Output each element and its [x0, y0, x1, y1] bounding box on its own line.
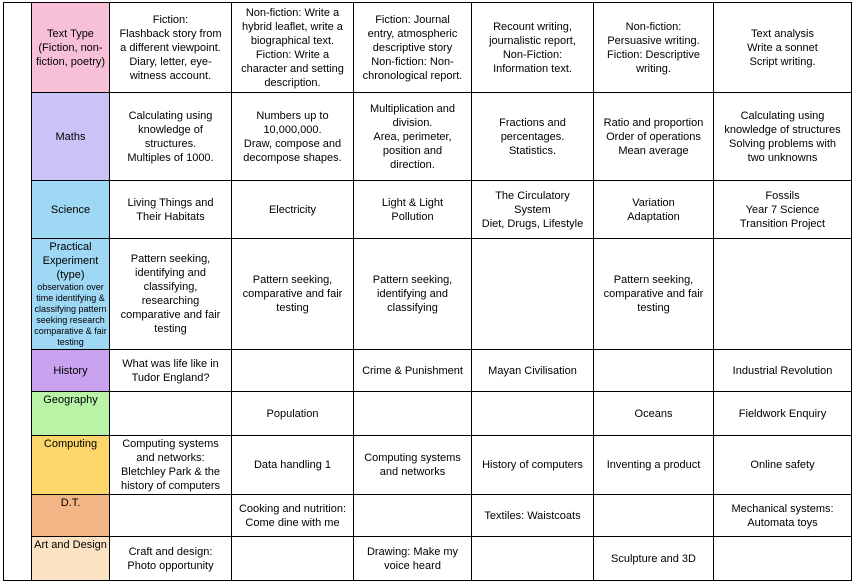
- cell-line: Non-fiction: Non-: [371, 55, 454, 68]
- cell: [354, 436, 472, 495]
- empty-cell: [354, 495, 472, 537]
- cell-line: Flashback story from: [119, 27, 222, 40]
- cell-line: Crime & Punishment: [362, 364, 463, 377]
- cell: [472, 93, 594, 181]
- subject-text-type-title: Text Type: [47, 27, 94, 40]
- cell: [472, 436, 594, 495]
- cell-line: Electricity: [268, 203, 317, 216]
- cell: [472, 181, 594, 239]
- cell: [594, 537, 714, 581]
- cell-line: comparative and fair: [242, 288, 343, 300]
- cell: [232, 495, 354, 537]
- curriculum-table: [3, 2, 852, 581]
- cell-line: comparative and fair: [120, 309, 221, 321]
- cell-line: Area, perimeter,: [373, 130, 452, 143]
- cell-line: Text analysis: [751, 27, 814, 40]
- cell-line: percentages.: [500, 130, 565, 143]
- subject-text-type: [32, 3, 110, 93]
- cell-line: Write a sonnet: [747, 41, 818, 54]
- empty-cell: [594, 495, 714, 537]
- cell-line: Transition Project: [739, 217, 826, 230]
- subject-practical-types: observation over time identifying & classifying pattern seeking research comparative & fair testing: [34, 282, 107, 347]
- cell-line: Non-fiction: Write a: [245, 6, 340, 19]
- cell-line: journalistic report,: [489, 34, 576, 47]
- cell-line: Online safety: [750, 459, 815, 471]
- cell-line: structures.: [144, 137, 197, 150]
- cell-line: Fractions and: [499, 116, 566, 129]
- cell-line: Fiction:: [152, 13, 189, 26]
- cell-line: Solving problems with: [729, 137, 836, 150]
- cell-line: writing.: [636, 62, 671, 75]
- cell-line: division.: [392, 116, 433, 129]
- cell-line: Fossils: [765, 189, 800, 202]
- cell-line: classifying,: [143, 281, 198, 293]
- cell-line: Calculating using: [128, 109, 213, 122]
- cell: [354, 93, 472, 181]
- empty-cell: [472, 537, 594, 581]
- cell-line: Persuasive writing.: [607, 34, 700, 47]
- subject-text-type-note: (Fiction, non-fiction, poetry): [35, 41, 106, 68]
- cell-line: Pattern seeking,: [130, 253, 211, 265]
- cell-line: Data handling 1: [253, 459, 332, 471]
- cell: [232, 436, 354, 495]
- cell: [354, 350, 472, 392]
- empty-cell: [472, 392, 594, 436]
- cell-line: Industrial Revolution: [732, 364, 833, 377]
- cell-line: hybrid leaflet, write a: [242, 20, 343, 33]
- cell-line: and networks: [379, 466, 446, 478]
- cell-line: Fieldwork Enquiry: [738, 407, 827, 420]
- row-science: [4, 181, 852, 239]
- row-history: [4, 350, 852, 392]
- cell-line: decompose shapes.: [243, 151, 342, 164]
- cell-line: Mayan Civilisation: [488, 364, 577, 377]
- cell: [714, 181, 852, 239]
- cell-line: Craft and design:: [128, 545, 213, 558]
- cell-line: biographical text.: [250, 34, 335, 47]
- cell-line: Pattern seeking,: [372, 274, 453, 286]
- cell-line: Fiction: Journal: [375, 13, 450, 26]
- cell-line: knowledge of structures: [724, 123, 841, 136]
- cell-line: Drawing: Make my: [366, 545, 459, 558]
- cell-line: Mean average: [618, 144, 689, 157]
- cell: [110, 350, 232, 392]
- cell-line: Light & Light: [381, 196, 444, 209]
- cell-line: chronological report.: [362, 69, 463, 82]
- cell-line: identifying and: [135, 267, 206, 279]
- row-computing: [4, 436, 852, 495]
- empty-cell: [714, 239, 852, 350]
- cell-line: Pollution: [391, 210, 434, 223]
- cell-line: identifying and: [377, 288, 448, 300]
- cell-line: Tudor England?: [131, 371, 210, 384]
- cell: [354, 537, 472, 581]
- cell-line: Fiction: Write a: [255, 48, 330, 61]
- cell-line: Variation: [632, 196, 675, 209]
- cell: [354, 181, 472, 239]
- cell-line: Textiles: Waistcoats: [484, 509, 581, 522]
- subject-practical-title: Practical Experiment (type): [42, 241, 99, 281]
- cell: [714, 436, 852, 495]
- cell-line: and networks:: [136, 452, 205, 464]
- cell-line: Diary, letter, eye-: [129, 55, 212, 68]
- empty-cell: [594, 350, 714, 392]
- cell-line: System: [514, 203, 551, 216]
- cell: [714, 350, 852, 392]
- cell-line: researching: [141, 295, 200, 307]
- cell-line: testing: [276, 302, 309, 314]
- empty-cell: [110, 495, 232, 537]
- cell-line: description.: [264, 76, 321, 89]
- cell-line: position and: [382, 144, 443, 157]
- cell: [354, 3, 472, 93]
- cell: [232, 93, 354, 181]
- cell-line: Come dine with me: [245, 516, 340, 529]
- cell: [594, 3, 714, 93]
- cell: [594, 392, 714, 436]
- subject-history: History: [32, 350, 110, 392]
- cell-line: history of computers: [120, 480, 221, 492]
- cell-line: Pattern seeking,: [252, 274, 333, 286]
- cell: [594, 239, 714, 350]
- cell-line: Their Habitats: [136, 210, 205, 223]
- cell-line: entry, atmospheric: [367, 27, 458, 40]
- row-dt: [4, 495, 852, 537]
- row-maths: [4, 93, 852, 181]
- cell-line: Calculating using: [740, 109, 825, 122]
- cell: [110, 537, 232, 581]
- cell: [232, 181, 354, 239]
- cell: [472, 3, 594, 93]
- margin-column: [4, 3, 32, 581]
- cell-line: classifying: [387, 302, 438, 314]
- row-text-type: [4, 3, 852, 93]
- cell-line: knowledge of: [138, 123, 203, 136]
- cell: [110, 239, 232, 350]
- cell-line: Non-Fiction:: [502, 48, 563, 61]
- cell-line: Oceans: [634, 407, 673, 420]
- subject-art-and-design: Art and Design: [32, 537, 110, 581]
- cell-line: Pattern seeking,: [613, 274, 694, 286]
- cell-line: character and setting: [241, 62, 344, 75]
- cell-line: 10,000,000.: [263, 123, 322, 136]
- cell-line: Cooking and nutrition:: [238, 502, 346, 515]
- cell: [714, 392, 852, 436]
- cell-line: witness account.: [129, 69, 212, 82]
- cell-line: Fiction: Descriptive: [607, 48, 700, 61]
- cell-line: Ratio and proportion: [603, 116, 704, 129]
- empty-cell: [714, 537, 852, 581]
- cell-line: Living Things and: [127, 196, 214, 209]
- cell-line: Bletchley Park & the: [120, 466, 221, 478]
- cell-line: Adaptation: [627, 210, 680, 223]
- subject-practical: [32, 239, 110, 350]
- subject-computing: Computing: [32, 436, 110, 495]
- cell: [232, 3, 354, 93]
- cell-line: two unknowns: [747, 151, 818, 164]
- cell-line: Diet, Drugs, Lifestyle: [481, 217, 584, 230]
- cell-line: Information text.: [493, 62, 572, 75]
- row-geography: [4, 392, 852, 436]
- cell: [594, 436, 714, 495]
- cell-line: Year 7 Science: [745, 203, 820, 216]
- cell-line: Script writing.: [749, 55, 816, 68]
- cell: [232, 392, 354, 436]
- empty-cell: [472, 239, 594, 350]
- cell-line: direction.: [390, 158, 435, 171]
- cell: [354, 239, 472, 350]
- cell: [110, 3, 232, 93]
- empty-cell: [110, 392, 232, 436]
- cell-line: testing: [637, 302, 670, 314]
- cell: [472, 350, 594, 392]
- cell-line: Multiplication and: [370, 102, 455, 115]
- subject-geography: Geography: [32, 392, 110, 436]
- cell-line: Sculpture and 3D: [611, 552, 696, 565]
- cell-line: What was life like in: [122, 357, 219, 370]
- cell-line: History of computers: [482, 459, 583, 471]
- cell: [110, 436, 232, 495]
- cell-line: Draw, compose and: [243, 137, 342, 150]
- row-art: [4, 537, 852, 581]
- cell: [232, 239, 354, 350]
- subject-science: Science: [32, 181, 110, 239]
- cell-line: Order of operations: [606, 130, 701, 143]
- cell-line: Non-fiction:: [625, 20, 682, 33]
- cell-line: Numbers up to: [256, 109, 329, 122]
- cell: [714, 3, 852, 93]
- cell: [472, 495, 594, 537]
- cell: [594, 93, 714, 181]
- subject-maths: Maths: [32, 93, 110, 181]
- cell: [714, 93, 852, 181]
- cell-line: descriptive story: [372, 41, 453, 54]
- empty-cell: [232, 537, 354, 581]
- cell: [594, 181, 714, 239]
- cell-line: Photo opportunity: [127, 559, 214, 572]
- cell-line: a different viewpoint.: [120, 41, 221, 54]
- empty-cell: [354, 392, 472, 436]
- cell: [110, 93, 232, 181]
- cell-line: Multiples of 1000.: [127, 151, 214, 164]
- empty-cell: [232, 350, 354, 392]
- subject-dt: D.T.: [32, 495, 110, 537]
- cell: [110, 181, 232, 239]
- cell-line: Population: [266, 407, 319, 420]
- cell-line: Automata toys: [747, 516, 818, 529]
- row-practical: [4, 239, 852, 350]
- cell-line: Computing systems: [364, 452, 461, 464]
- cell: [714, 495, 852, 537]
- cell-line: Inventing a product: [606, 459, 701, 471]
- cell-line: The Circulatory: [495, 189, 570, 202]
- cell-line: Recount writing,: [493, 20, 572, 33]
- cell-line: voice heard: [384, 559, 441, 572]
- cell-line: Computing systems: [122, 438, 219, 450]
- cell-line: testing: [154, 323, 187, 335]
- cell-line: Statistics.: [508, 144, 557, 157]
- cell-line: Mechanical systems:: [731, 502, 834, 515]
- cell-line: comparative and fair: [603, 288, 704, 300]
